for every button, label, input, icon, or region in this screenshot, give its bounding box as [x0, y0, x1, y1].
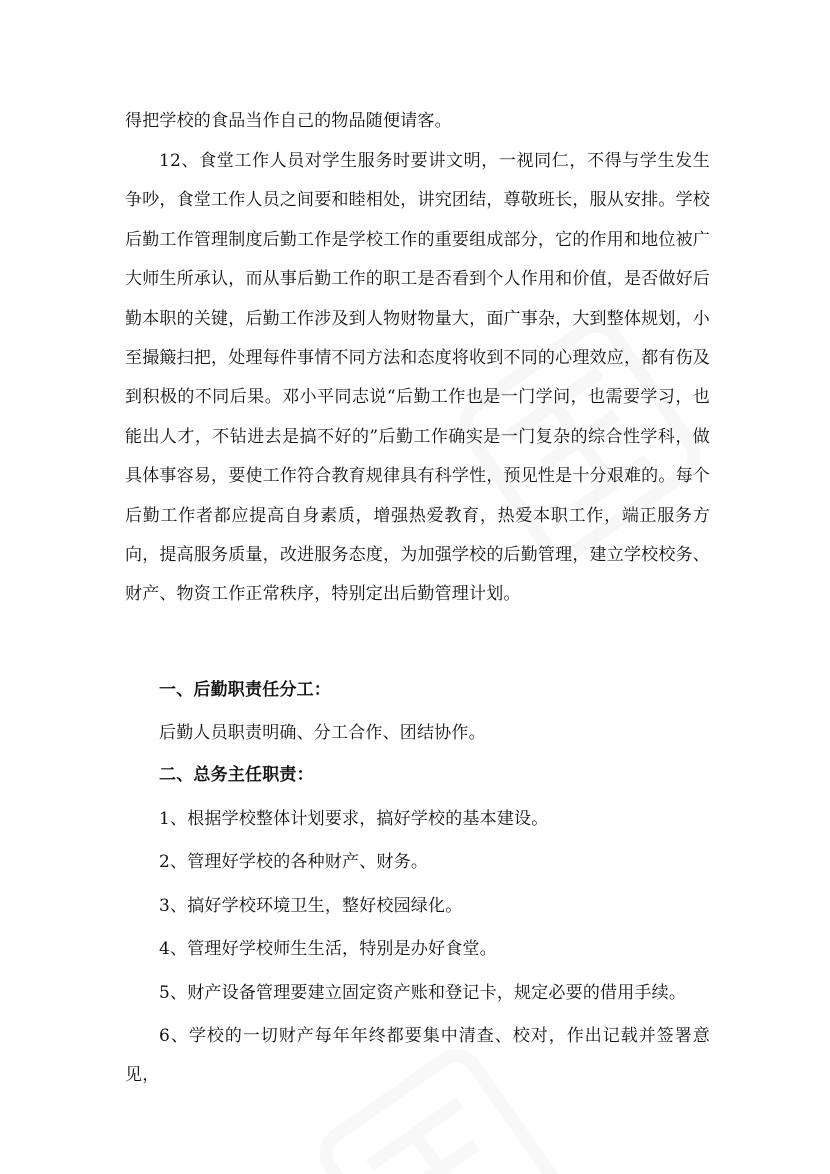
heading-responsibility-division: 一、后勤职责任分工：: [159, 680, 331, 700]
list-item: 2、管理好学校的各种财产、财务。: [159, 852, 429, 872]
list-item: 4、管理好学校师生生活，特别是办好食堂。: [159, 939, 497, 959]
list-item: 6、学校的一切财产每年年终都要集中清查、校对，作出记载并签署意见，: [125, 1026, 710, 1086]
paragraph-responsibility: 后勤人员职责明确、分工合作、团结协作。: [159, 723, 486, 743]
heading-director-duties: 二、总务主任职责：: [159, 765, 314, 785]
list-item: 5、财产设备管理要建立固定资产账和登记卡，规定必要的借用手续。: [159, 983, 687, 1003]
list-item: 3、搞好学校环境卫生，整好校园绿化。: [159, 896, 463, 916]
list-item: 1、根据学校整体计划要求，搞好学校的基本建设。: [159, 809, 549, 829]
paragraph-continued: 得把学校的食品当作自己的物品随便请客。: [125, 111, 452, 131]
paragraph-canteen-rules: 12、食堂工作人员对学生服务时要讲文明，一视同仁，不得与学生发生争吵，食堂工作人员之间要和睦相处，讲究团结，尊敬班长，服从安排。学校后勤工作管理制度后勤工作是学校工作的重要组成部分，它的作用和地位被广大师生所承认，而从事后勤工作的职工是否看到个人作用和价值，是否做好后勤本职的关键，后勤工作涉及到人物财物量大，面广事杂，大到整体规划，小至撮簸扫把，处理每件事情不同方法和态度将收到不同的心理效应，都有伤及到积极的不同后果。邓小平同志说“后勤工作也是一门学问，也需要学习，也能出人才，不钻进去是搞不好的”后勤工作确实是一门复杂的综合性学科，做具体事容易，要使工作符合教育规律具有科学性，预见性是十分艰难的。每个后勤工作者都应提高自身素质，增强热爱教育，热爱本职工作，端正服务方向，提高服务质量，改进服务态度，为加强学校的后勤管理，建立学校校务、财产、物资工作正常秩序，特别定出后勤管理计划。: [125, 151, 710, 605]
